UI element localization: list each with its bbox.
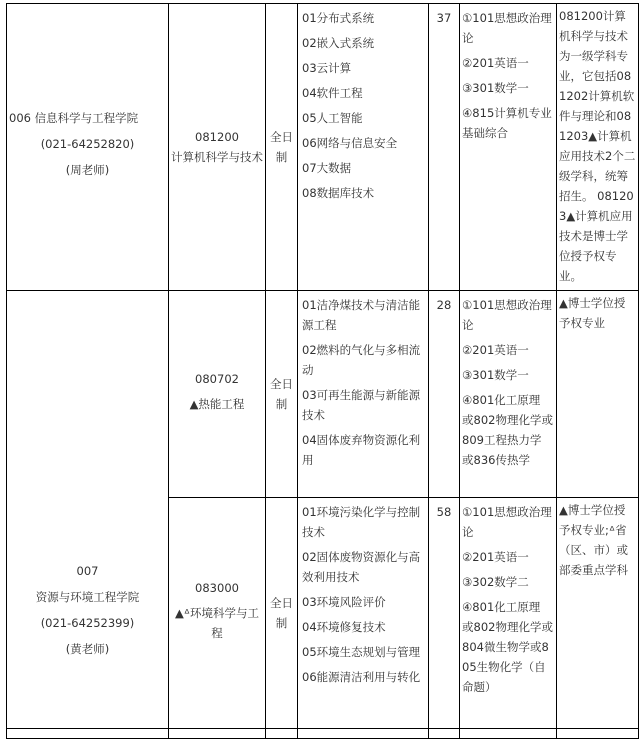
department-cell-continued [7, 291, 169, 498]
table-row [7, 4, 639, 291]
quota: 37 [429, 4, 460, 291]
direction-item: 07大数据 [302, 161, 352, 175]
direction-item: 04软件工程 [302, 86, 363, 100]
direction-item: 06能源清洁利用与转化 [302, 670, 421, 684]
research-directions [298, 291, 429, 498]
direction-item: 04环境修复技术 [302, 620, 386, 634]
direction-item: 01环境污染化学与控制技术 [302, 505, 421, 539]
study-mode: 全日制 [266, 291, 298, 498]
exam-subjects [460, 291, 557, 498]
major-name: ▲热能工程 [189, 397, 245, 411]
major-code: 080702 [195, 372, 239, 386]
table-row [7, 291, 639, 498]
quota: 28 [429, 291, 460, 498]
direction-item: 03云计算 [302, 61, 352, 75]
major-cell [169, 498, 266, 729]
direction-item: 05人工智能 [302, 111, 363, 125]
direction-item: 03环境风险评价 [302, 595, 386, 609]
exam-item: ②201英语一 [462, 343, 529, 357]
notes: 081200计算机科学与技术为一级学科专业，它包括081202计算机软件与理论和081203▲计算机应用技术2个二级学科，统筹招生。 081203▲计算机应用技术是博士学位授予权专业。 [557, 4, 639, 291]
notes: ▲博士学位授予权专业;ᐞ省（区、市）或部委重点学科 [557, 498, 639, 729]
exam-subjects [460, 4, 557, 291]
exam-item: ④801化工原理 或802物理化学或804微生物学或805生物化学（自命题） [462, 600, 553, 694]
department-phone: (021-64252820) [40, 137, 135, 151]
department-cell [7, 498, 169, 729]
admissions-table [6, 3, 639, 739]
direction-item: 02燃料的气化与多相流动 [302, 343, 421, 377]
major-name: ▲ᐞ环境科学与工程 [174, 606, 260, 640]
major-code: 081200 [195, 130, 239, 144]
exam-item: ②201英语一 [462, 56, 529, 70]
direction-item: 06网络与信息安全 [302, 136, 398, 150]
department-phone: (021-64252399) [40, 615, 135, 630]
direction-item: 08数据库技术 [302, 186, 375, 200]
study-mode: 全日制 [266, 498, 298, 729]
exam-item: ①101思想政治理论 [462, 298, 552, 332]
exam-item: ①101思想政治理论 [462, 11, 552, 45]
exam-item: ④815计算机专业基础综合 [462, 106, 552, 140]
direction-item: 02固体废物资源化与高效利用技术 [302, 550, 421, 584]
research-directions [298, 498, 429, 729]
research-directions [298, 4, 429, 291]
major-cell [169, 4, 266, 291]
direction-item: 05环境生态规划与管理 [302, 645, 421, 659]
direction-item: 01分布式系统 [302, 11, 375, 25]
direction-item: 04固体废弃物资源化利用 [302, 433, 421, 467]
exam-item: ④801化工原理 或802物理化学或809工程热力学 或836传热学 [462, 393, 553, 467]
direction-item: 03可再生能源与新能源技术 [302, 388, 421, 422]
notes: ▲博士学位授予权专业 [557, 291, 639, 498]
exam-subjects [460, 498, 557, 729]
exam-item: ②201英语一 [462, 550, 529, 564]
major-code: 083000 [195, 581, 239, 595]
department-name: 006 信息科学与工程学院 [9, 111, 139, 125]
major-cell [169, 291, 266, 498]
exam-item: ①101思想政治理论 [462, 505, 552, 539]
department-contact: (黄老师) [65, 641, 110, 656]
department-name: 资源与环境工程学院 [35, 589, 140, 604]
department-code: 007 [76, 563, 99, 578]
table-row-partial [7, 729, 639, 739]
exam-item: ③301数学一 [462, 368, 529, 382]
direction-item: 01洁净煤技术与清洁能源工程 [302, 298, 421, 332]
direction-item: 02嵌入式系统 [302, 36, 375, 50]
exam-item: ③301数学一 [462, 81, 529, 95]
department-contact: (周老师) [65, 163, 110, 177]
study-mode: 全日制 [266, 4, 298, 291]
table-row [7, 498, 639, 729]
exam-item: ③302数学二 [462, 575, 529, 589]
quota: 58 [429, 498, 460, 729]
department-cell [7, 4, 169, 291]
major-name: 计算机科学与技术 [171, 150, 263, 164]
